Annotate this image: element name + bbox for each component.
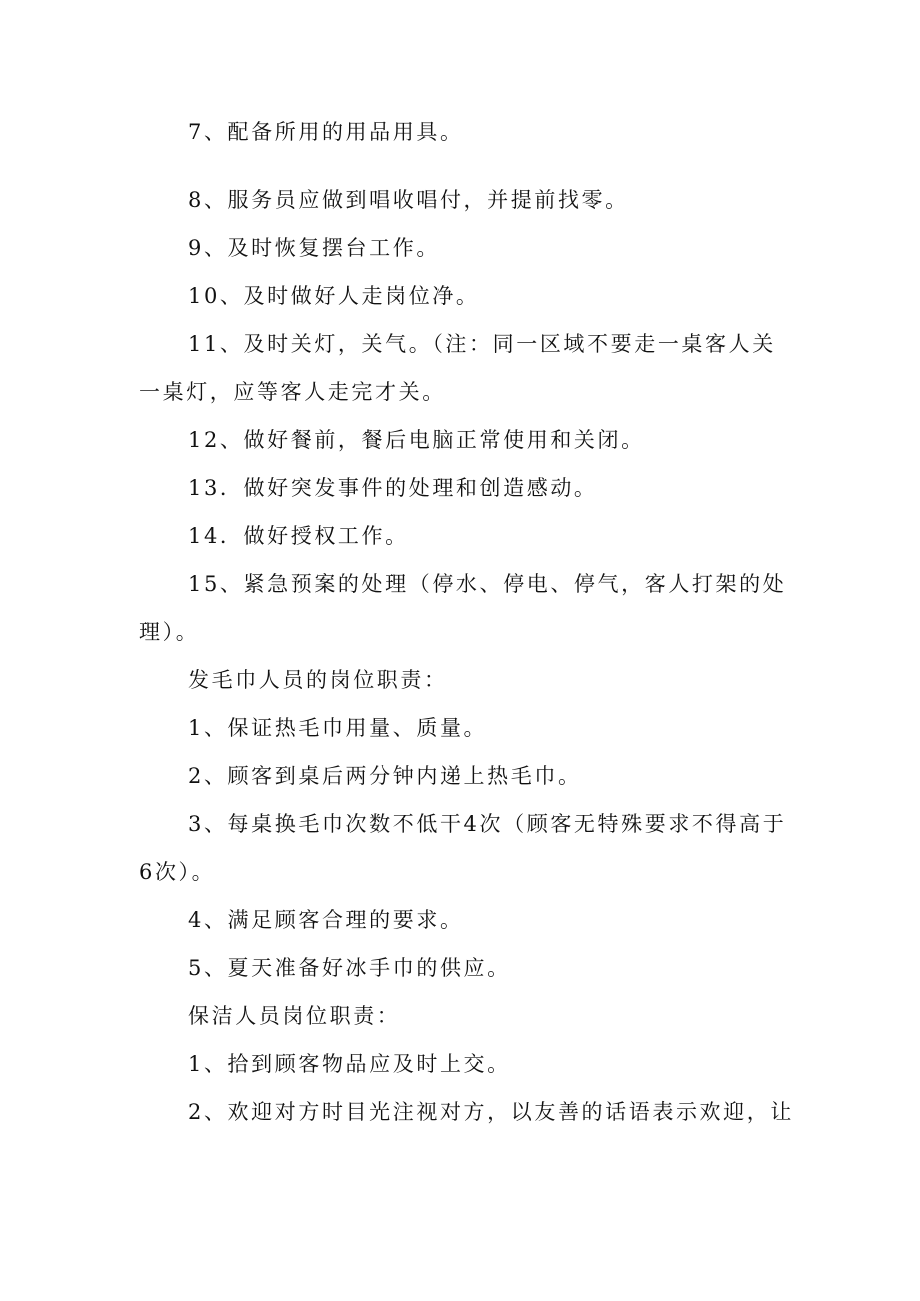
text-line: 13．做好突发事件的处理和创造感动。 [188, 476, 598, 500]
text-line: 6次）。 [139, 860, 216, 884]
section-heading: 保洁人员岗位职责： [188, 1004, 401, 1028]
text-line: 2、顾客到桌后两分钟内递上热毛巾。 [188, 764, 582, 788]
section-heading: 发毛巾人员的岗位职责： [188, 668, 448, 692]
text-line: 3、每桌换毛巾次数不低干4次（顾客无特殊要求不得高于 [188, 812, 787, 836]
text-line: 1、拾到顾客物品应及时上交。 [188, 1052, 511, 1076]
text-line: 12、做好餐前，餐后电脑正常使用和关闭。 [188, 428, 645, 452]
text-line: 8、服务员应做到唱收唱付，并提前找零。 [188, 188, 629, 212]
text-line: 4、满足顾客合理的要求。 [188, 908, 464, 932]
text-line: 7、配备所用的用品用具。 [188, 120, 464, 144]
text-line: 2、欢迎对方时目光注视对方，以友善的话语表示欢迎，让 [188, 1100, 794, 1124]
text-line: 15、紧急预案的处理（停水、停电、停气，客人打架的处 [188, 572, 787, 596]
text-line: 10、及时做好人走岗位净。 [188, 284, 480, 308]
text-line: 理）。 [139, 620, 200, 644]
text-line: 11、及时关灯，关气。（注：同一区域不要走一桌客人关 [188, 332, 776, 356]
text-line: 14．做好授权工作。 [188, 524, 409, 548]
text-line: 1、保证热毛巾用量、质量。 [188, 716, 488, 740]
text-line: 5、夏天准备好冰手巾的供应。 [188, 956, 511, 980]
text-line: 一桌灯，应等客人走完才关。 [139, 380, 446, 404]
text-line: 9、及时恢复摆台工作。 [188, 236, 440, 260]
